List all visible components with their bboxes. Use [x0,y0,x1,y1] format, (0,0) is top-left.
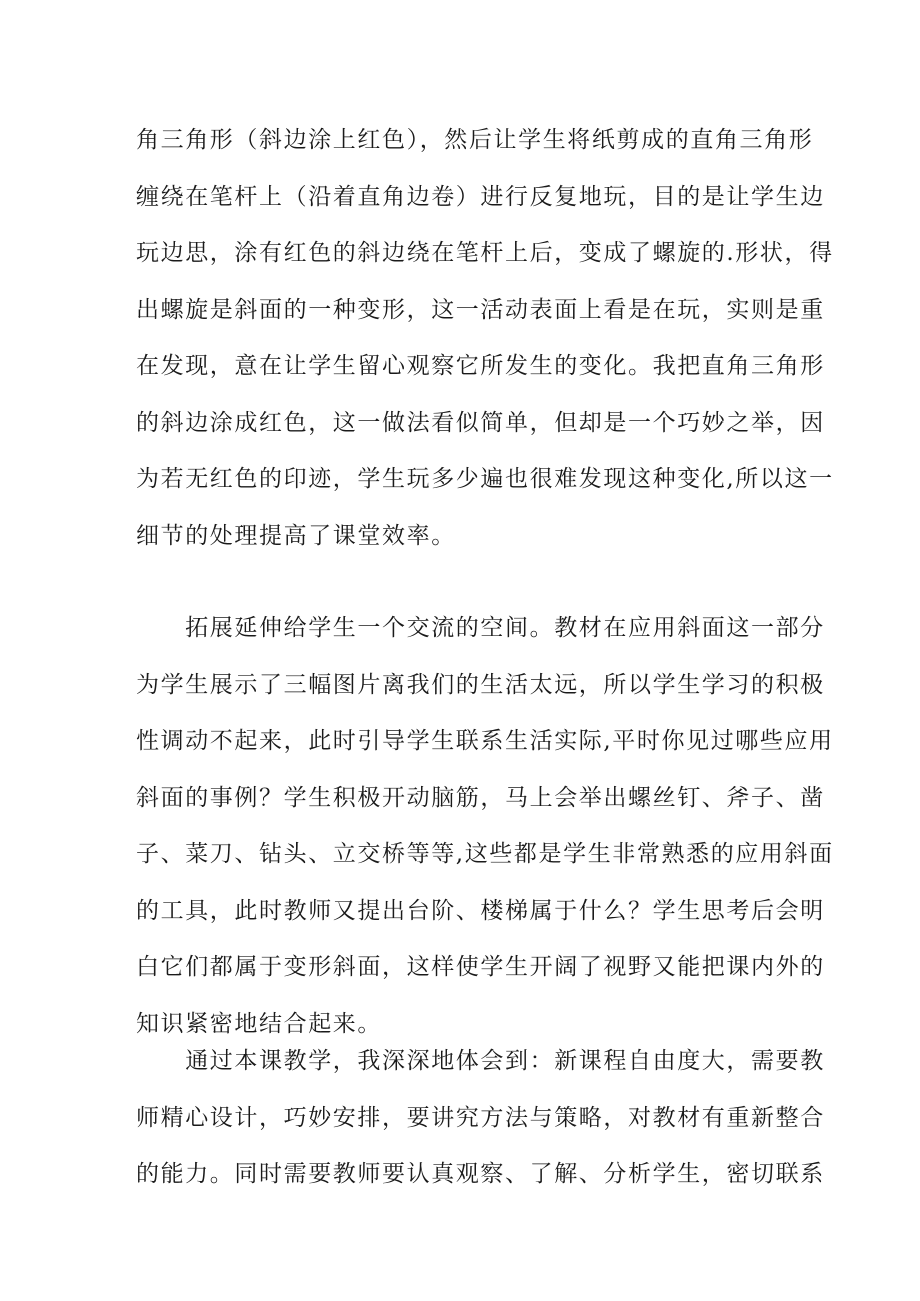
text-line: 知识紧密地结合起来。 [136,1010,382,1037]
text-line: 的能力。同时需要教师要认真观察、了解、分析学生，密切联系 [136,1161,825,1187]
text-line: 出螺旋是斜面的一种变形，这一活动表面上看是在玩，实则是重 [136,296,825,323]
text-line: 细节的处理提高了课堂效率。 [136,522,456,549]
paragraph-1 [136,112,834,564]
text-line: 子、菜刀、钻头、立交桥等等,这些都是学生非常熟悉的应用斜面 [136,841,834,867]
text-line: 为学生展示了三幅图片离我们的生活太远，所以学生学习的积极 [136,671,825,698]
text-line: 缠绕在笔杆上（沿着直角边卷）进行反复地玩，目的是让学生边 [136,183,825,210]
text-line: 白它们都属于变形斜面，这样使学生开阔了视野又能把课内外的 [136,954,825,980]
text-line: 的工具，此时教师又提出台阶、楼梯属于什么？学生思考后会明 [136,897,825,924]
text-line: 角三角形（斜边涂上红色），然后让学生将纸剪成的直角三角形 [136,127,814,153]
text-line: 玩边思，涂有红色的斜边绕在笔杆上后，变成了螺旋的.形状，得 [136,240,834,266]
text-line: 斜面的事例？学生积极开动脑筋，马上会举出螺丝钉、斧子、凿 [136,784,825,811]
text-line: 在发现，意在让学生留心观察它所发生的变化。我把直角三角形 [136,353,825,379]
text-line: 性调动不起来，此时引导学生联系生活实际,平时你见过哪些应用 [136,728,834,754]
text-line: 的斜边涂成红色，这一做法看似简单，但却是一个巧妙之举，因 [136,409,825,436]
text-line: 为若无红色的印迹，学生玩多少遍也很难发现这种变化,所以这一 [136,466,834,492]
paragraph-3 [136,1033,825,1203]
paragraph-2 [136,600,834,1052]
text-line: 拓展延伸给学生一个交流的空间。教材在应用斜面这一部分 [136,615,825,641]
text-line: 师精心设计，巧妙安排，要讲究方法与策略，对教材有重新整合 [136,1104,825,1131]
text-line: 通过本课教学，我深深地体会到：新课程自由度大，需要教 [136,1048,825,1074]
